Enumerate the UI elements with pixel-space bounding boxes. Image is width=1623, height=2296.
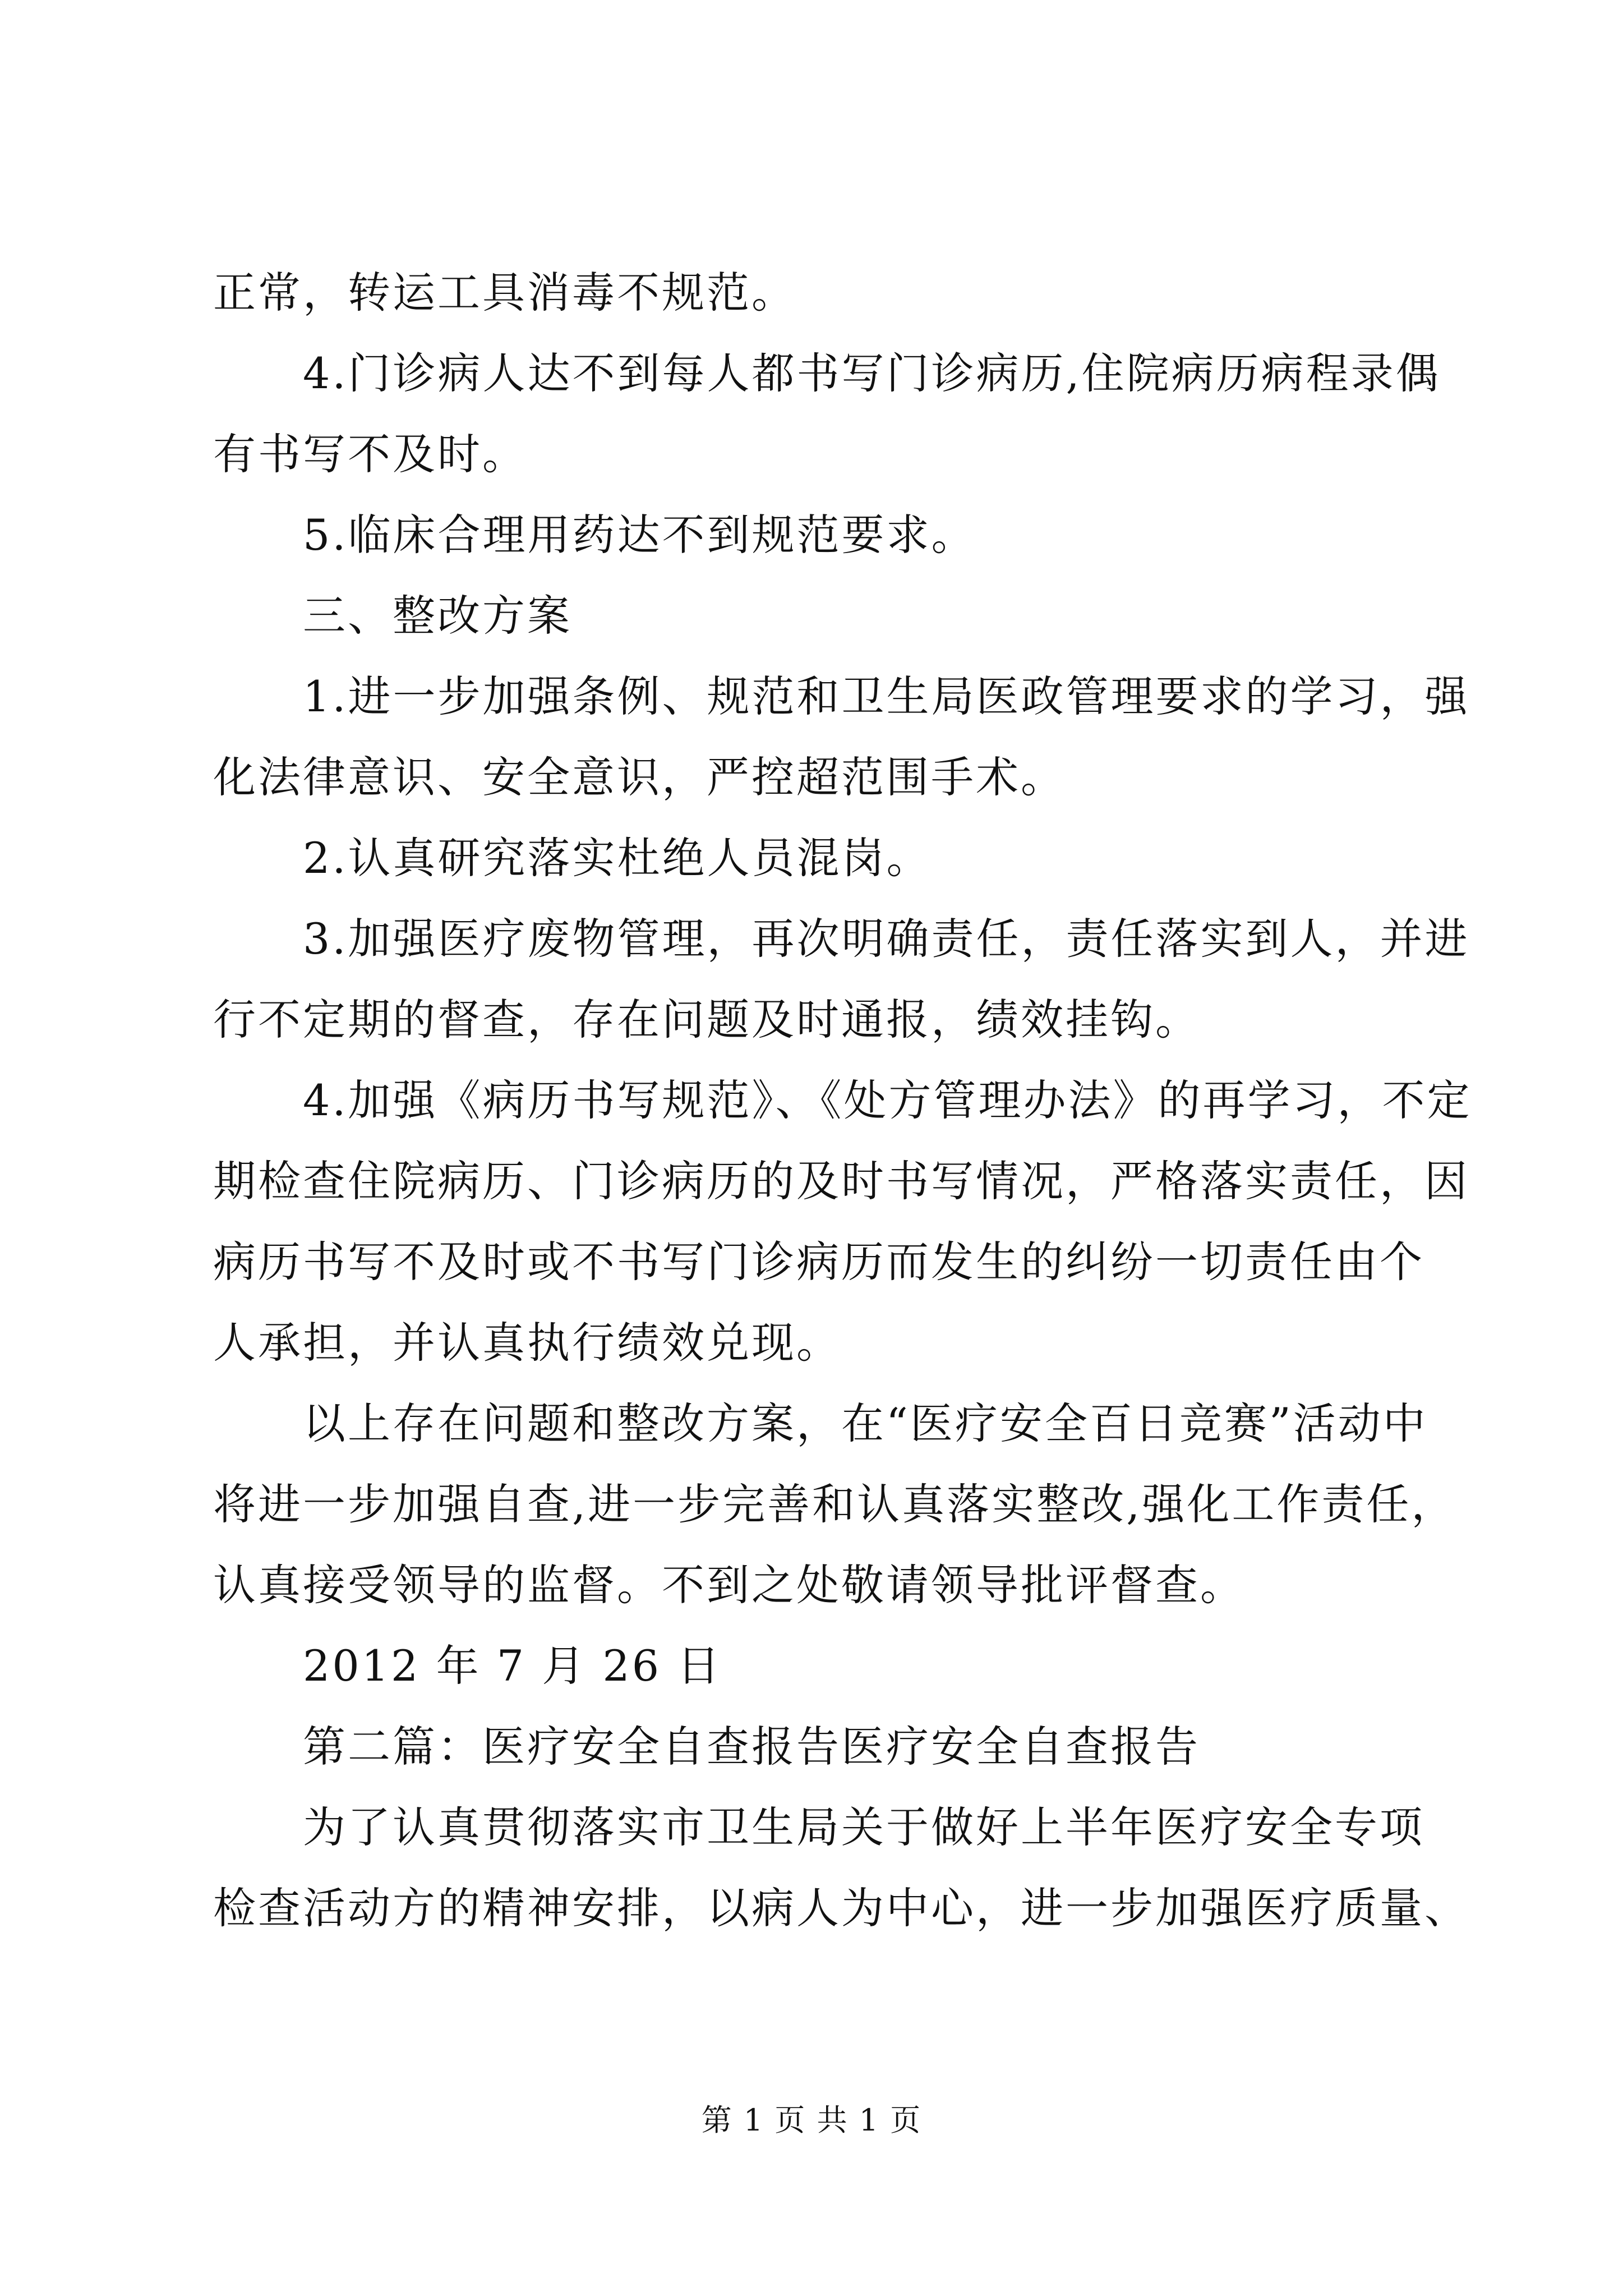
text-line: 认真接受领导的监督。不到之处敬请领导批评督查。 (213, 1560, 1245, 1610)
text-line: 4.门诊病人达不到每人都书写门诊病历,住院病历病程录偶 (303, 348, 1441, 398)
text-line: 正常，转运工具消毒不规范。 (213, 268, 796, 318)
text-line: 2.认真研究落实杜绝人员混岗。 (303, 833, 932, 883)
date-line: 2012 年 7 月 26 日 (303, 1641, 722, 1691)
text-line: 将进一步加强自查,进一步完善和认真落实整改,强化工作责任， (213, 1479, 1456, 1529)
text-line: 3.加强医疗废物管理，再次明确责任，责任落实到人，并进 (303, 914, 1470, 964)
text-line: 1.进一步加强条例、规范和卫生局医政管理要求的学习，强 (303, 671, 1470, 721)
text-line: 病历书写不及时或不书写门诊病历而发生的纠纷一切责任由个 (213, 1237, 1424, 1287)
text-line: 检查活动方的精神安排，以病人为中心，进一步加强医疗质量、 (213, 1883, 1469, 1933)
text-line: 4.加强《病历书写规范》、《处方管理办法》的再学习，不定 (303, 1075, 1472, 1125)
text-line: 有书写不及时。 (213, 429, 527, 479)
text-line: 为了认真贯彻落实市卫生局关于做好上半年医疗安全专项 (303, 1802, 1424, 1852)
text-line: 以上存在问题和整改方案，在“医疗安全百日竞赛”活动中 (303, 1398, 1428, 1448)
text-line: 期检查住院病历、门诊病历的及时书写情况，严格落实责任，因 (213, 1156, 1469, 1206)
document-body (213, 252, 1472, 1949)
text-line: 行不定期的督查，存在问题及时通报，绩效挂钩。 (213, 995, 1200, 1045)
text-line: 人承担，并认真执行绩效兑现。 (213, 1318, 841, 1368)
page-footer: 第 1 页 共 1 页 (701, 2102, 922, 2138)
text-line: 5.临床合理用药达不到规范要求。 (303, 510, 976, 560)
text-line: 化法律意识、安全意识，严控超范围手术。 (213, 752, 1066, 802)
section-heading: 第二篇：医疗安全自查报告医疗安全自查报告 (303, 1722, 1200, 1772)
section-heading: 三、整改方案 (303, 591, 572, 641)
